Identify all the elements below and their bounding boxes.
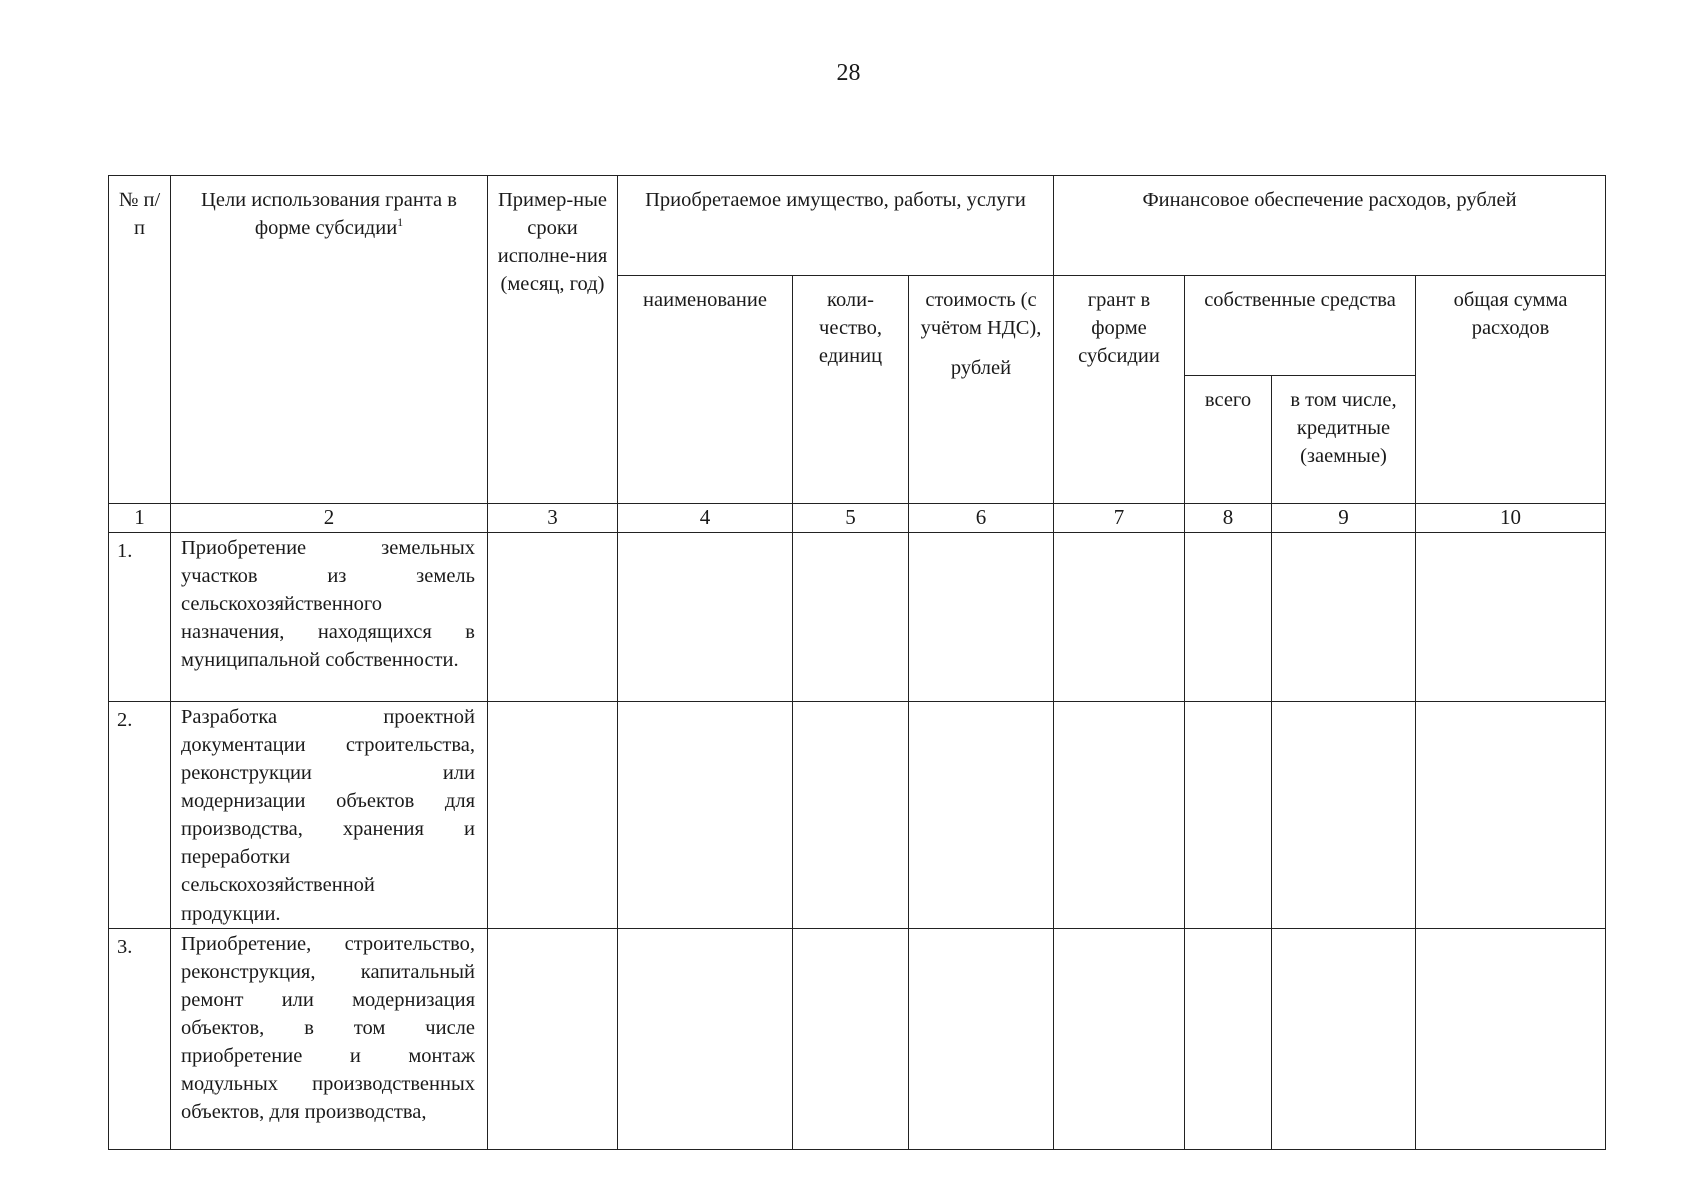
empty-cell	[618, 928, 793, 1149]
column-number: 5	[793, 504, 909, 533]
column-number: 3	[488, 504, 618, 533]
header-property-name: наименование	[618, 276, 793, 504]
empty-cell	[488, 533, 618, 702]
grant-expense-plan-table	[108, 175, 1606, 1150]
empty-cell	[618, 533, 793, 702]
column-number-row	[109, 504, 1606, 533]
page-number: 28	[836, 60, 861, 86]
column-number: 9	[1272, 504, 1416, 533]
empty-cell	[1054, 702, 1185, 929]
empty-cell	[793, 928, 909, 1149]
column-number: 2	[171, 504, 488, 533]
empty-cell	[793, 533, 909, 702]
column-number: 10	[1416, 504, 1606, 533]
row-goal: Приобретение земельных участков из земель сельскохозяйственного назначения, находящихся в муниципальной собственности.	[171, 533, 488, 702]
empty-cell	[1416, 533, 1606, 702]
row-goal: Приобретение, строительство, реконструкция, капитальный ремонт или модернизация объектов, в том числе приобретение и монтаж модульных производственных объектов, для производства,	[181, 932, 475, 1124]
header-finance-own-credit: в том числе, кредитные (заемные)	[1272, 376, 1416, 504]
empty-cell	[488, 928, 618, 1149]
column-number: 6	[909, 504, 1054, 533]
table-row	[109, 533, 1606, 702]
row-number: 1.	[109, 533, 171, 702]
table-row	[109, 928, 1606, 1149]
row-number: 2.	[109, 702, 171, 929]
empty-cell	[1272, 702, 1416, 929]
header-number: № п/п	[109, 176, 171, 504]
empty-cell	[488, 702, 618, 929]
header-finance-own-total: всего	[1185, 376, 1272, 504]
footnote-marker: 1	[397, 215, 404, 230]
header-property-quantity: коли-чество, единиц	[793, 276, 909, 504]
empty-cell	[1054, 928, 1185, 1149]
empty-cell	[1185, 928, 1272, 1149]
column-number: 8	[1185, 504, 1272, 533]
header-finance-grant: грант в форме субсидии	[1054, 276, 1185, 504]
header-property-cost: стоимость (с учётом НДС), рублей	[909, 276, 1054, 504]
header-finance-total: общая сумма расходов	[1416, 276, 1606, 504]
empty-cell	[909, 702, 1054, 929]
row-number: 3.	[109, 928, 171, 1149]
empty-cell	[1272, 928, 1416, 1149]
row-goal: Разработка проектной документации строительства, реконструкции или модернизации объектов для производства, хранения и переработки сельскохозяйственной продукции.	[171, 702, 488, 929]
header-terms: Пример-ные сроки исполне-ния (месяц, год)	[488, 176, 618, 504]
empty-cell	[1185, 533, 1272, 702]
empty-cell	[1416, 702, 1606, 929]
empty-cell	[1054, 533, 1185, 702]
header-finance-own: собственные средства	[1185, 276, 1416, 376]
table-row	[109, 702, 1606, 929]
header-goals: Цели использования гранта в форме субсидии$^1$	[171, 176, 488, 504]
empty-cell	[793, 702, 909, 929]
column-number: 1	[109, 504, 171, 533]
row-goal-cell	[171, 928, 488, 1149]
header-property-group: Приобретаемое имущество, работы, услуги	[618, 176, 1054, 276]
empty-cell	[618, 702, 793, 929]
column-number: 7	[1054, 504, 1185, 533]
empty-cell	[1272, 533, 1416, 702]
empty-cell	[909, 928, 1054, 1149]
column-number: 4	[618, 504, 793, 533]
empty-cell	[1416, 928, 1606, 1149]
empty-cell	[909, 533, 1054, 702]
header-finance-group: Финансовое обеспечение расходов, рублей	[1054, 176, 1606, 276]
empty-cell	[1185, 702, 1272, 929]
